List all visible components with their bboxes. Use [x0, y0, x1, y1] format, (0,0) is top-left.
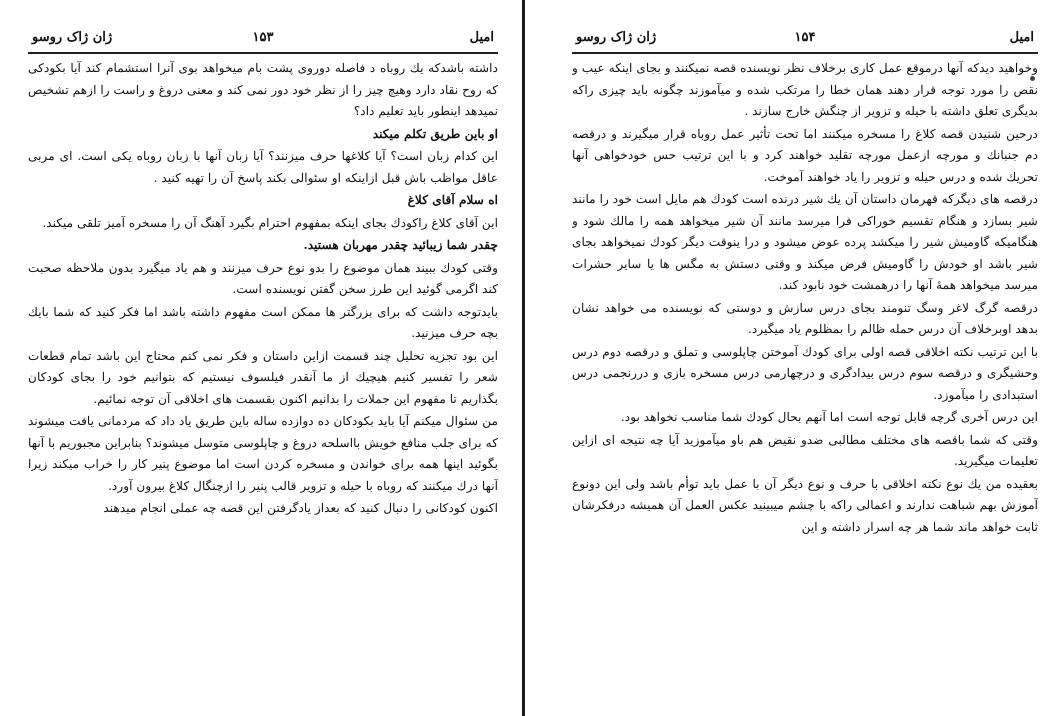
paragraph: این بود تجزیه تحلیل چند قسمت ازاین داستان و فکر نمی کنم محتاج این باشد تمام قطعات شعر را تفسیر کنیم هیچیك از ما آنقدر فیلسوف نیستیم که بتوانیم خود را بجای کودکان بگذاریم تا مفهوم این جملات را بدانیم اکنون بقسمت های اخلاقی آن توجه نمائیم.: [28, 348, 498, 406]
right-page-body: [572, 58, 1038, 539]
paragraph: درقصه گرگ لاغر وسگ تنومند بجای درس سازش و دوستی که نویسنده می خواهد نشان بدهد اوبرخلاف آن درس حمله ظالم را بمظلوم یاد میگیرد.: [572, 300, 1038, 336]
page-number: ۱۵۳: [252, 30, 274, 45]
paragraph: اکنون کودکانی را دنبال کنید که بعداز یادگرفتن این قصه چه عملی انجام میدهند: [103, 501, 498, 515]
paragraph: وقتی که شما باقصه های مختلف مطالبی ضدو نقیض هم باو میآموزید آیا چه نتیجه ای ازاین تعلیمات میگیرید.: [572, 432, 1038, 468]
book-gutter: [522, 0, 525, 716]
section-subheading: چقدر شما زیبائید چقدر مهربان هستید.: [303, 238, 498, 252]
margin-mark: [1030, 76, 1035, 81]
paragraph: این درس آخری گرچه قابل توجه است اما آنهم بحال کودك شما مناسب نخواهد بود.: [620, 410, 1038, 424]
paragraph: درقصه های دیگرکه قهرمان داستان آن یك شیر درنده است کودك هم مایل است خود را مانند شیر بسازد و هنگام تقسیم خوراکی فرا میرسد مانند آن شیر میخواهد همه را مالك شود و هنگامیکه گاومیش شیر را میکشد پرده عوض میشود و درا ینوقت دیگر کودك نمیخواهد بجای شیر باشد او خودش را گاومیش فرض میکند و وقتی دستش به مگس ها یا سایر حشرات میرسد میخواهد همهٔ آنها را درهمشت خود نابود کند.: [572, 192, 1038, 292]
paragraph: وقتی کودك ببیند همان موضوع را بدو نوع حرف میزنند و هم یاد میگیرد بدون ملاحظه صحبت کند اگرمی گوئید این طرز سخن گفتن نویسنده است.: [28, 260, 498, 296]
paragraph: وخواهید دیدکه آنها درموقع عمل کاری برخلاف نظر نویسنده قصه نمیکنند و بجای اینکه عیب و نقص را مورد توجه قرار دهند همان خطا را مرتکب شده و میآموزند چگونه باید چیزی راکه بدیگری تعلق داشته با حیله و تزویر از چنگش خارج سازند .: [572, 61, 1038, 118]
paragraph: با این ترتیب نکته اخلاقی قصه اولی برای کودك آموختن چاپلوسی و تملق و درقصه دوم درس وحشیگری و درقصه سوم درس بیدادگری و درچهارمی درس مسخره بازی و دررنجمی درس استبدادی را میآموزد.: [572, 344, 1038, 402]
left-page: [28, 0, 498, 716]
paragraph: این کدام زبان است؟ آیا کلاغها حرف میزنند؟ آیا زبان آنها با زبان روباه یکی است. ای مربی عاقل مواظب باش قبل ازاینکه او سئوالی بکند پاسخ آن را تهیه کنید .: [28, 149, 498, 185]
running-title: امیل: [469, 30, 494, 45]
section-subheading: او باین طریق تکلم میکند: [372, 126, 498, 141]
section-subheading: اه سلام آقای کلاغ: [407, 193, 498, 207]
right-page: [572, 0, 1038, 716]
page-number: ۱۵۴: [794, 30, 816, 45]
paragraph: بعقیده من یك نوع نکته اخلاقی با حرف و نوع دیگر آن با عمل باید توأم باشد ولی این دونوع آموزش بهم شباهت ندارند و اعمالی راکه با چشم میبینید عکس العمل آن همیشه درفکرشان ثابت خواهد ماند شما هر چه اسرار داشته و این: [572, 476, 1038, 534]
author-name: ژان ژاک روسو: [576, 30, 657, 45]
paragraph: بایدتوجه داشت که برای بزرگتر ها ممکن است مفهوم داشته باشد اما فکر کنید که شما بایك بچه حرف میزنید.: [28, 304, 498, 340]
left-page-header: [28, 26, 498, 54]
paragraph: من سئوال میکنم آیا باید بکودکان ده دوازده ساله باین طریق یاد داد که مردمانی یافت میشوند که برای جلب منافع خویش بااسلحه دروغ و چاپلوسی متوسل میشوند؟ بنابراین مجبوریم با آنها بگوئید اینها همه برای خواندن و مسخره کردن است اما موضوع پنیر کار را خراب میکند زیرا آنها درك میکنند که روباه با حیله و تزویر قالب پنیر را ازچنگال کلاغ بیرون آورد.: [28, 414, 498, 493]
left-page-body: [28, 58, 498, 521]
paragraph: داشته باشدکه یك روباه د فاصله دوروی پشت بام میخواهد بوی آنرا استشمام کند آیا بکودکی که روح نقاد دارد وهیچ چیز را از نظر خود دور نمی کند و معنی دروغ و راست را ازهم تشخیص نمیدهد اینطور باید تعلیم داد؟: [28, 61, 498, 118]
paragraph: این آقای کلاغ راکودك بجای اینکه بمفهوم احترام بگیرد آهنگ آن را مسخره آمیز تلقی میکند.: [42, 215, 498, 230]
author-name: ژان ژاک روسو: [32, 30, 113, 45]
right-page-header: [572, 26, 1038, 54]
running-title: امیل: [1009, 30, 1034, 45]
paragraph: درحین شنیدن قصه کلاغ را مسخره میکنند اما تحت تأثیر عمل روباه قرار میگیرند و درقصه دم جنبانك و مورچه ازعمل مورچه تقلید خواهند کرد و با این ترتیب حس خودخواهی آنها تحریك شده و درس حیله و تزویر را یاد خواهند آموخت.: [572, 126, 1038, 184]
